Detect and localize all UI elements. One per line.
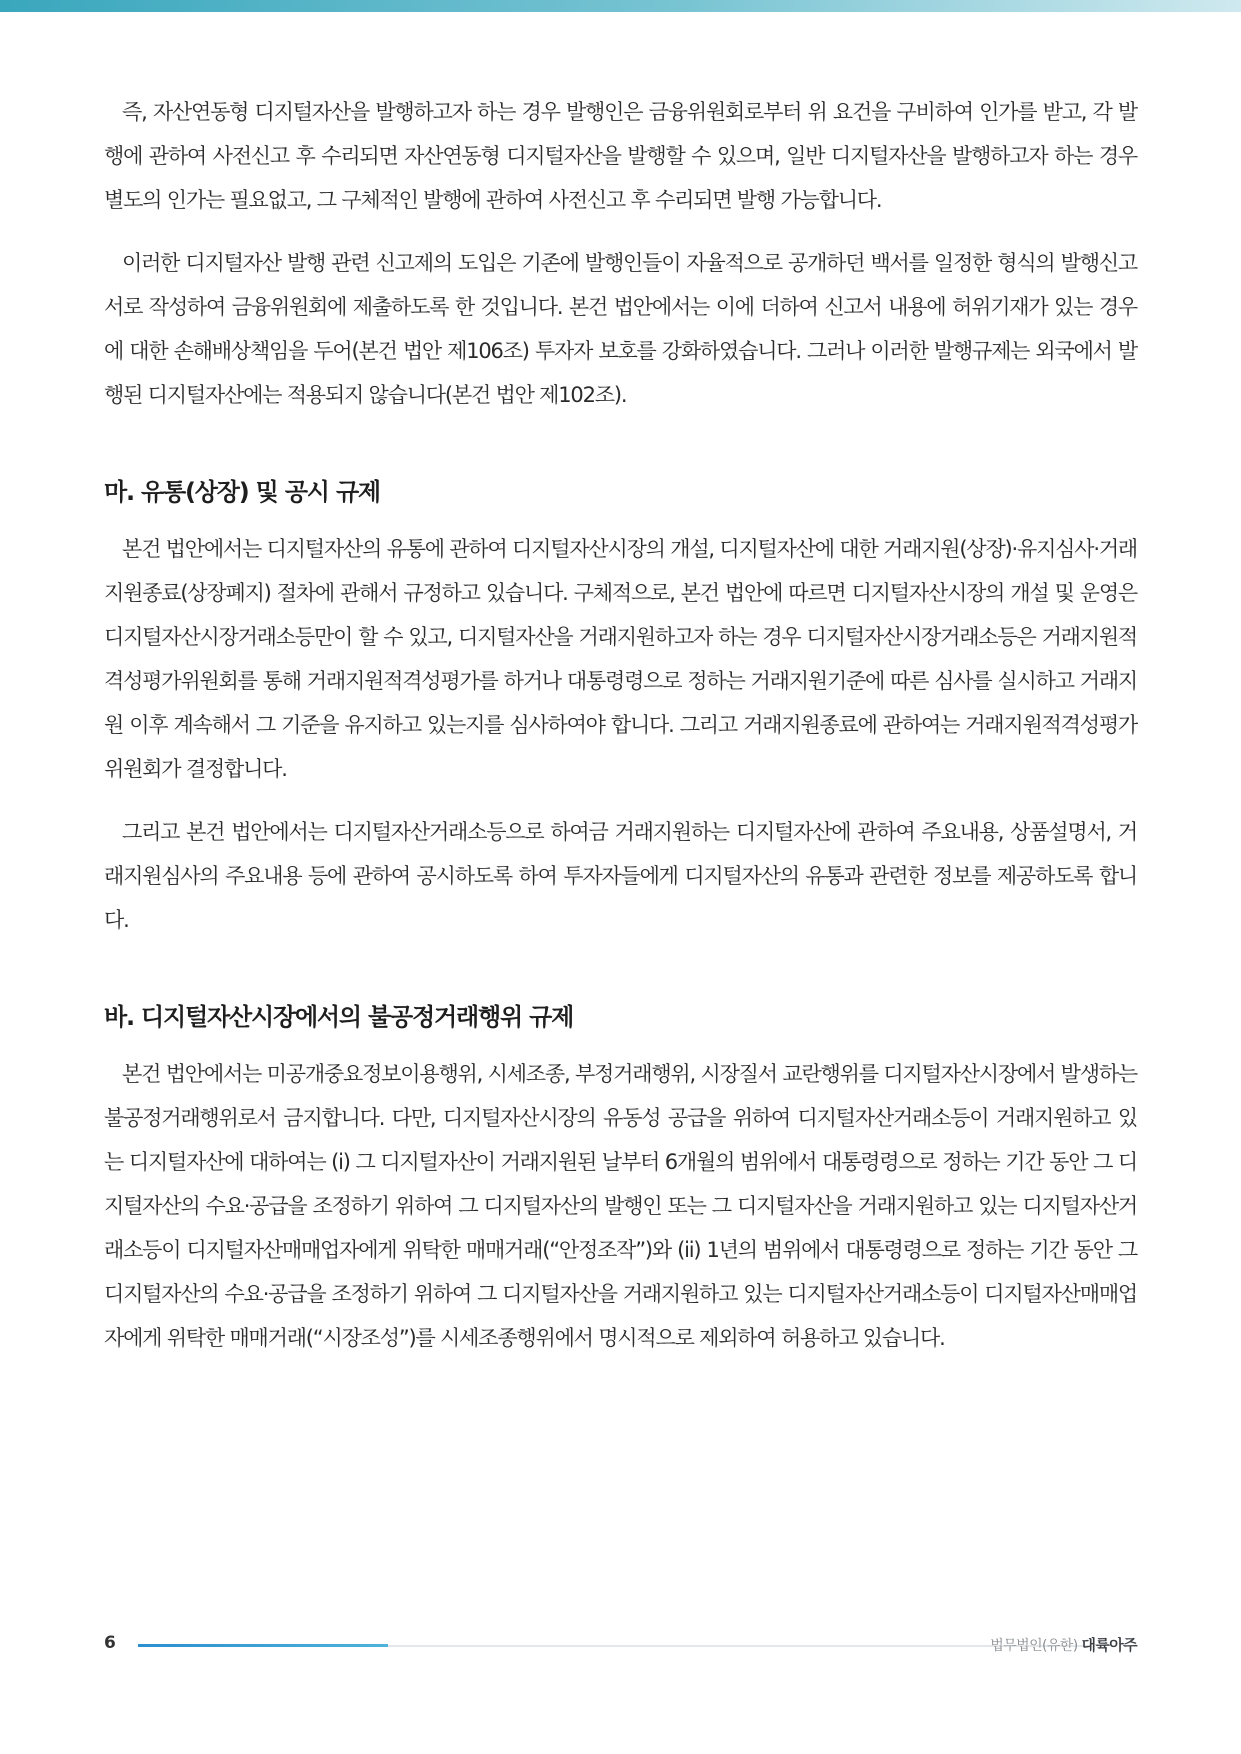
section-heading-ba: 바. 디지털자산시장에서의 불공정거래행위 규제 <box>104 1003 574 1031</box>
footer-divider-accent <box>138 1644 388 1647</box>
body-paragraph: 이러한 디지털자산 발행 관련 신고제의 도입은 기존에 발행인들이 자율적으로 공개하던 백서를 일정한 형식의 발행신고서로 작성하여 금융위원회에 제출하도록 한 것입니다. 본건 법안에서는 이에 더하여 신고서 내용에 허위기재가 있는 경우에 대한 손해배상책임을 두어(본건 법안 제106조) 투자자 보호를 강화하였습니다. 그러나 이러한 발행규제는 외국에서 발행된 디지털자산에는 적용되지 않습니다(본건 법안 제102조). <box>104 251 1137 407</box>
firm-brand-name: 대륙아주 <box>1081 1636 1137 1654</box>
page-number: 6 <box>104 1633 116 1653</box>
firm-brand <box>990 1634 1137 1655</box>
body-paragraph: 본건 법안에서는 디지털자산의 유통에 관하여 디지털자산시장의 개설, 디지털자산에 대한 거래지원(상장)·유지심사·거래지원종료(상장폐지) 절차에 관해서 규정하고 있습니다. 구체적으로, 본건 법안에 따르면 디지털자산시장의 개설 및 운영은 디지털자산시장거래소등만이 할 수 있고, 디지털자산을 거래지원하고자 하는 경우 디지털자산시장거래소등은 거래지원적격성평가위원회를 통해 거래지원적격성평가를 하거나 대통령령으로 정하는 거래지원기준에 따른 심사를 실시하고 거래지원 이후 계속해서 그 기준을 유지하고 있는지를 심사하여야 합니다. 그리고 거래지원종료에 관하여는 거래지원적격성평가위원회가 결정합니다. <box>104 537 1137 781</box>
section-heading-ma: 마. 유통(상장) 및 공시 규제 <box>104 478 380 506</box>
top-accent-band <box>0 0 1241 12</box>
firm-brand-prefix: 법무법인(유한) <box>990 1638 1078 1654</box>
body-paragraph: 즉, 자산연동형 디지털자산을 발행하고자 하는 경우 발행인은 금융위원회로부터 위 요건을 구비하여 인가를 받고, 각 발행에 관하여 사전신고 후 수리되면 자산연동형 디지털자산을 발행할 수 있으며, 일반 디지털자산을 발행하고자 하는 경우 별도의 인가는 필요없고, 그 구체적인 발행에 관하여 사전신고 후 수리되면 발행 가능합니다. <box>104 100 1137 212</box>
page-footer <box>104 1630 1137 1660</box>
body-paragraph: 그리고 본건 법안에서는 디지털자산거래소등으로 하여금 거래지원하는 디지털자산에 관하여 주요내용, 상품설명서, 거래지원심사의 주요내용 등에 관하여 공시하도록 하여 투자자들에게 디지털자산의 유통과 관련한 정보를 제공하도록 합니다. <box>104 820 1137 932</box>
document-body <box>104 90 1137 1360</box>
body-paragraph: 본건 법안에서는 미공개중요정보이용행위, 시세조종, 부정거래행위, 시장질서 교란행위를 디지털자산시장에서 발생하는 불공정거래행위로서 금지합니다. 다만, 디지털자산시장의 유동성 공급을 위하여 디지털자산거래소등이 거래지원하고 있는 디지털자산에 대하여는 (i) 그 디지털자산이 거래지원된 날부터 6개월의 범위에서 대통령령으로 정하는 기간 동안 그 디지털자산의 수요·공급을 조정하기 위하여 그 디지털자산의 발행인 또는 그 디지털자산을 거래지원하고 있는 디지털자산거래소등이 디지털자산매매업자에게 위탁한 매매거래(“안정조작”)와 (ii) 1년의 범위에서 대통령령으로 정하는 기간 동안 그 디지털자산의 수요·공급을 조정하기 위하여 그 디지털자산을 거래지원하고 있는 디지털자산거래소등이 디지털자산매매업자에게 위탁한 매매거래(“시장조성”)를 시세조종행위에서 명시적으로 제외하여 허용하고 있습니다. <box>104 1062 1137 1350</box>
